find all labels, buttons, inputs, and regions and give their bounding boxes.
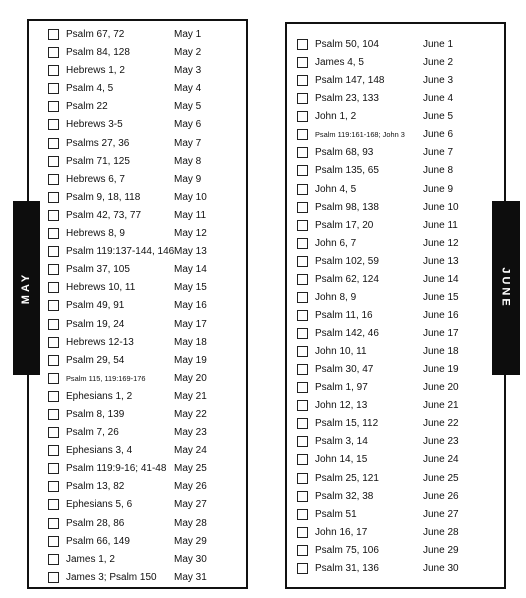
reading-row [287,236,504,254]
reading-date: May 22 [174,408,207,420]
reading-passage: John 8, 9 [315,291,357,303]
reading-row [287,163,504,181]
reading-row [29,99,246,117]
reading-checkbox[interactable] [48,373,59,384]
reading-passage: Psalm 15, 112 [315,418,379,430]
reading-row [29,425,246,443]
reading-passage: John 12, 13 [315,400,368,412]
reading-checkbox[interactable] [297,310,308,321]
reading-date: June 19 [423,364,459,376]
reading-row [287,543,504,561]
reading-checkbox[interactable] [297,202,308,213]
reading-checkbox[interactable] [48,65,59,76]
reading-passage: Hebrews 8, 9 [66,228,125,240]
reading-checkbox[interactable] [297,346,308,357]
reading-row [29,497,246,515]
reading-passage: James 4, 5 [315,57,364,69]
reading-checkbox[interactable] [297,545,308,556]
reading-date: June 10 [423,201,459,213]
reading-row [29,570,246,588]
reading-date: May 23 [174,427,207,439]
reading-date: June 9 [423,183,454,195]
reading-date: May 3 [174,65,202,77]
reading-row [287,398,504,416]
reading-passage: Psalm 66, 149 [66,535,130,547]
reading-date: June 24 [423,454,459,466]
reading-passage: Hebrews 6, 7 [66,173,125,185]
reading-passage: Psalm 19, 24 [66,318,125,330]
reading-date: May 15 [174,282,207,294]
reading-date: June 22 [423,418,459,430]
reading-date: June 26 [423,490,459,502]
reading-date: May 4 [174,83,202,95]
reading-passage: Psalm 42, 73, 77 [66,209,142,221]
reading-checkbox[interactable] [48,445,59,456]
reading-passage: Psalm 30, 47 [315,364,374,376]
reading-checkbox[interactable] [297,292,308,303]
reading-date: June 13 [423,255,459,267]
reading-passage: Psalm 142, 46 [315,328,379,339]
reading-date: May 30 [174,553,207,565]
reading-checkbox[interactable] [297,111,308,122]
reading-passage: Psalm 22 [66,101,108,113]
reading-row [29,136,246,154]
reading-date: May 10 [174,191,207,203]
reading-passage: Psalm 102, 59 [315,255,379,267]
reading-checkbox[interactable] [297,454,308,465]
reading-date: June 4 [423,93,454,105]
reading-date: June 15 [423,291,459,303]
reading-date: May 25 [174,463,207,475]
reading-checkbox[interactable] [297,274,308,285]
reading-passage: Psalm 51 [315,508,357,520]
reading-passage: Psalm 147, 148 [315,75,385,87]
reading-checkbox[interactable] [297,220,308,231]
may-reading-list [29,27,246,588]
reading-row [29,516,246,534]
reading-checkbox[interactable] [297,165,308,176]
reading-passage: Psalm 119:137-144, 146 [66,246,175,258]
reading-row [287,55,504,73]
may-reading-card [27,19,248,589]
reading-checkbox[interactable] [297,328,308,339]
reading-date: May 16 [174,300,207,312]
reading-passage: John 16, 17 [315,526,368,538]
reading-checkbox[interactable] [48,228,59,239]
reading-row [287,507,504,525]
reading-checkbox[interactable] [48,319,59,330]
reading-passage: Psalm 8, 139 [66,408,125,420]
reading-date: June 20 [423,382,459,394]
reading-date: May 11 [174,209,207,221]
reading-date: June 2 [423,57,454,69]
reading-checkbox[interactable] [48,192,59,203]
reading-row [287,434,504,452]
reading-checkbox[interactable] [48,83,59,94]
reading-checkbox[interactable] [48,174,59,185]
reading-passage: Psalm 50, 104 [315,39,379,50]
reading-date: June 27 [423,508,459,520]
reading-date: June 16 [423,309,459,321]
reading-passage: John 6, 7 [315,237,357,249]
reading-passage: Psalm 28, 86 [66,517,125,529]
reading-passage: Psalm 3, 14 [315,436,368,448]
reading-checkbox[interactable] [48,518,59,529]
reading-row [29,280,246,298]
reading-checkbox[interactable] [297,418,308,429]
reading-row [29,27,246,45]
reading-checkbox[interactable] [48,427,59,438]
reading-passage: Psalm 84, 128 [66,47,130,59]
reading-row [287,127,504,145]
june-month-tab [492,201,520,375]
reading-date: May 14 [174,264,207,276]
reading-passage: John 14, 15 [315,454,368,466]
reading-checkbox[interactable] [48,391,59,402]
reading-row [287,37,504,55]
reading-row [29,226,246,244]
reading-row [29,244,246,262]
reading-date: May 29 [174,535,207,547]
reading-date: May 7 [174,137,202,149]
reading-passage: Psalm 9, 18, 118 [66,191,141,203]
reading-passage: Psalm 119:161-168; John 3 [315,130,405,140]
reading-passage: Psalm 135, 65 [315,165,379,177]
reading-passage: Hebrews 3-5 [66,119,123,131]
reading-passage: John 10, 11 [315,346,367,358]
reading-row [29,389,246,407]
reading-date: May 19 [174,354,207,366]
reading-passage: James 1, 2 [66,553,115,565]
reading-date: June 14 [423,273,459,285]
reading-row [287,272,504,290]
reading-row [29,317,246,335]
reading-date: May 28 [174,517,207,529]
reading-checkbox[interactable] [48,119,59,130]
reading-checkbox[interactable] [48,499,59,510]
reading-date: May 8 [174,155,202,167]
reading-passage: John 4, 5 [315,183,357,195]
reading-checkbox[interactable] [297,93,308,104]
reading-checkbox[interactable] [48,138,59,149]
reading-row [29,552,246,570]
reading-date: May 9 [174,173,202,185]
reading-checkbox[interactable] [48,246,59,257]
june-reading-list [287,37,504,579]
reading-passage: Psalm 67, 72 [66,29,125,40]
reading-date: May 18 [174,336,207,348]
reading-passage: Hebrews 12-13 [66,336,134,348]
reading-row [287,326,504,344]
reading-date: June 30 [423,562,459,574]
reading-checkbox[interactable] [48,536,59,547]
reading-row [287,362,504,380]
reading-checkbox[interactable] [297,382,308,393]
reading-date: June 8 [423,165,454,177]
reading-date: May 5 [174,101,202,113]
reading-date: May 1 [174,29,202,40]
reading-passage: Psalm 31, 136 [315,562,379,574]
reading-checkbox[interactable] [48,210,59,221]
reading-checkbox[interactable] [297,364,308,375]
reading-row [29,63,246,81]
reading-passage: Psalm 29, 54 [66,354,125,366]
reading-passage: Psalm 4, 5 [66,83,114,95]
reading-date: May 12 [174,228,207,240]
reading-checkbox[interactable] [297,436,308,447]
reading-row [287,308,504,326]
reading-checkbox[interactable] [297,238,308,249]
reading-checkbox[interactable] [297,563,308,574]
reading-checkbox[interactable] [48,282,59,293]
reading-date: June 6 [423,129,454,141]
reading-checkbox[interactable] [48,409,59,420]
reading-row [29,407,246,425]
reading-checkbox[interactable] [48,481,59,492]
reading-passage: Psalm 71, 125 [66,155,130,167]
reading-checkbox[interactable] [297,147,308,158]
reading-row [287,489,504,507]
reading-checkbox[interactable] [48,355,59,366]
reading-checkbox[interactable] [297,527,308,538]
reading-row [287,109,504,127]
reading-passage: Ephesians 1, 2 [66,390,133,402]
reading-row [287,416,504,434]
reading-row [29,534,246,552]
reading-row [287,290,504,308]
reading-row [29,262,246,280]
reading-row [287,471,504,489]
reading-passage: Psalm 1, 97 [315,382,368,394]
reading-checkbox[interactable] [297,75,308,86]
reading-passage: Ephesians 3, 4 [66,445,133,457]
reading-row [29,298,246,316]
reading-passage: Psalm 23, 133 [315,93,379,105]
reading-row [29,81,246,99]
reading-row [29,154,246,172]
reading-checkbox[interactable] [48,554,59,565]
reading-date: June 21 [423,400,459,412]
reading-passage: Psalm 98, 138 [315,201,379,213]
reading-date: May 20 [174,372,207,384]
reading-row [287,73,504,91]
reading-date: May 21 [174,390,207,402]
reading-row [287,561,504,579]
reading-passage: Ephesians 5, 6 [66,499,133,511]
reading-checkbox[interactable] [48,156,59,167]
reading-date: June 1 [423,39,454,50]
reading-checkbox[interactable] [48,264,59,275]
reading-checkbox[interactable] [48,572,59,583]
reading-date: June 29 [423,544,459,556]
reading-row [29,190,246,208]
reading-passage: Psalm 62, 124 [315,273,379,285]
reading-date: May 13 [174,246,207,258]
reading-passage: John 1, 2 [315,111,357,123]
reading-row [287,200,504,218]
reading-checkbox[interactable] [48,300,59,311]
reading-checkbox[interactable] [48,463,59,474]
june-month-label: JUNE [500,267,512,309]
reading-row [29,371,246,389]
may-month-label: MAY [20,271,33,305]
reading-checkbox[interactable] [297,509,308,520]
reading-date: June 18 [423,346,459,358]
reading-date: June 5 [423,111,454,123]
reading-row [287,182,504,200]
reading-checkbox[interactable] [297,400,308,411]
reading-checkbox[interactable] [48,101,59,112]
reading-passage: Psalm 75, 106 [315,544,379,556]
reading-date: May 31 [174,571,207,583]
reading-checkbox[interactable] [297,473,308,484]
reading-checkbox[interactable] [297,129,308,140]
reading-date: June 23 [423,436,459,448]
reading-row [287,525,504,543]
reading-row [287,218,504,236]
reading-row [29,172,246,190]
reading-checkbox[interactable] [297,184,308,195]
may-month-tab [13,201,40,375]
reading-passage: Psalm 25, 121 [315,472,379,484]
reading-row [29,443,246,461]
reading-row [29,335,246,353]
reading-date: May 27 [174,499,207,511]
june-reading-card [285,22,506,589]
reading-checkbox[interactable] [297,39,308,50]
reading-date: May 17 [174,318,207,330]
reading-row [29,45,246,63]
reading-row [29,208,246,226]
reading-passage: Psalm 37, 105 [66,264,130,276]
reading-row [287,145,504,163]
reading-row [287,344,504,362]
reading-passage: Psalm 49, 91 [66,300,125,312]
reading-passage: Hebrews 10, 11 [66,282,136,294]
reading-date: May 26 [174,481,207,493]
reading-date: June 12 [423,237,459,249]
reading-checkbox[interactable] [297,57,308,68]
reading-checkbox[interactable] [297,256,308,267]
reading-row [287,380,504,398]
reading-passage: Psalm 11, 16 [315,309,373,321]
reading-row [29,461,246,479]
reading-row [29,353,246,371]
reading-date: June 17 [423,328,459,339]
reading-date: June 7 [423,147,454,159]
reading-date: June 25 [423,472,459,484]
reading-row [287,91,504,109]
reading-date: June 11 [423,219,458,231]
reading-row [287,452,504,470]
reading-passage: Psalm 13, 82 [66,481,125,493]
reading-date: May 6 [174,119,202,131]
reading-passage: Hebrews 1, 2 [66,65,125,77]
reading-checkbox[interactable] [48,29,59,40]
reading-passage: Psalm 68, 93 [315,147,374,159]
reading-checkbox[interactable] [297,491,308,502]
reading-row [29,117,246,135]
reading-row [287,254,504,272]
reading-checkbox[interactable] [48,337,59,348]
reading-passage: Psalms 27, 36 [66,137,130,149]
reading-row [29,479,246,497]
reading-passage: Psalm 7, 26 [66,427,119,439]
reading-date: June 28 [423,526,459,538]
reading-passage: Psalm 115, 119:169-176 [66,373,146,383]
reading-passage: Psalm 17, 20 [315,219,374,231]
reading-passage: Psalm 119:9-16; 41-48 [66,463,167,475]
reading-passage: James 3; Psalm 150 [66,571,157,583]
reading-checkbox[interactable] [48,47,59,58]
reading-date: May 2 [174,47,202,59]
reading-date: June 3 [423,75,454,87]
reading-passage: Psalm 32, 38 [315,490,374,502]
reading-date: May 24 [174,445,207,457]
